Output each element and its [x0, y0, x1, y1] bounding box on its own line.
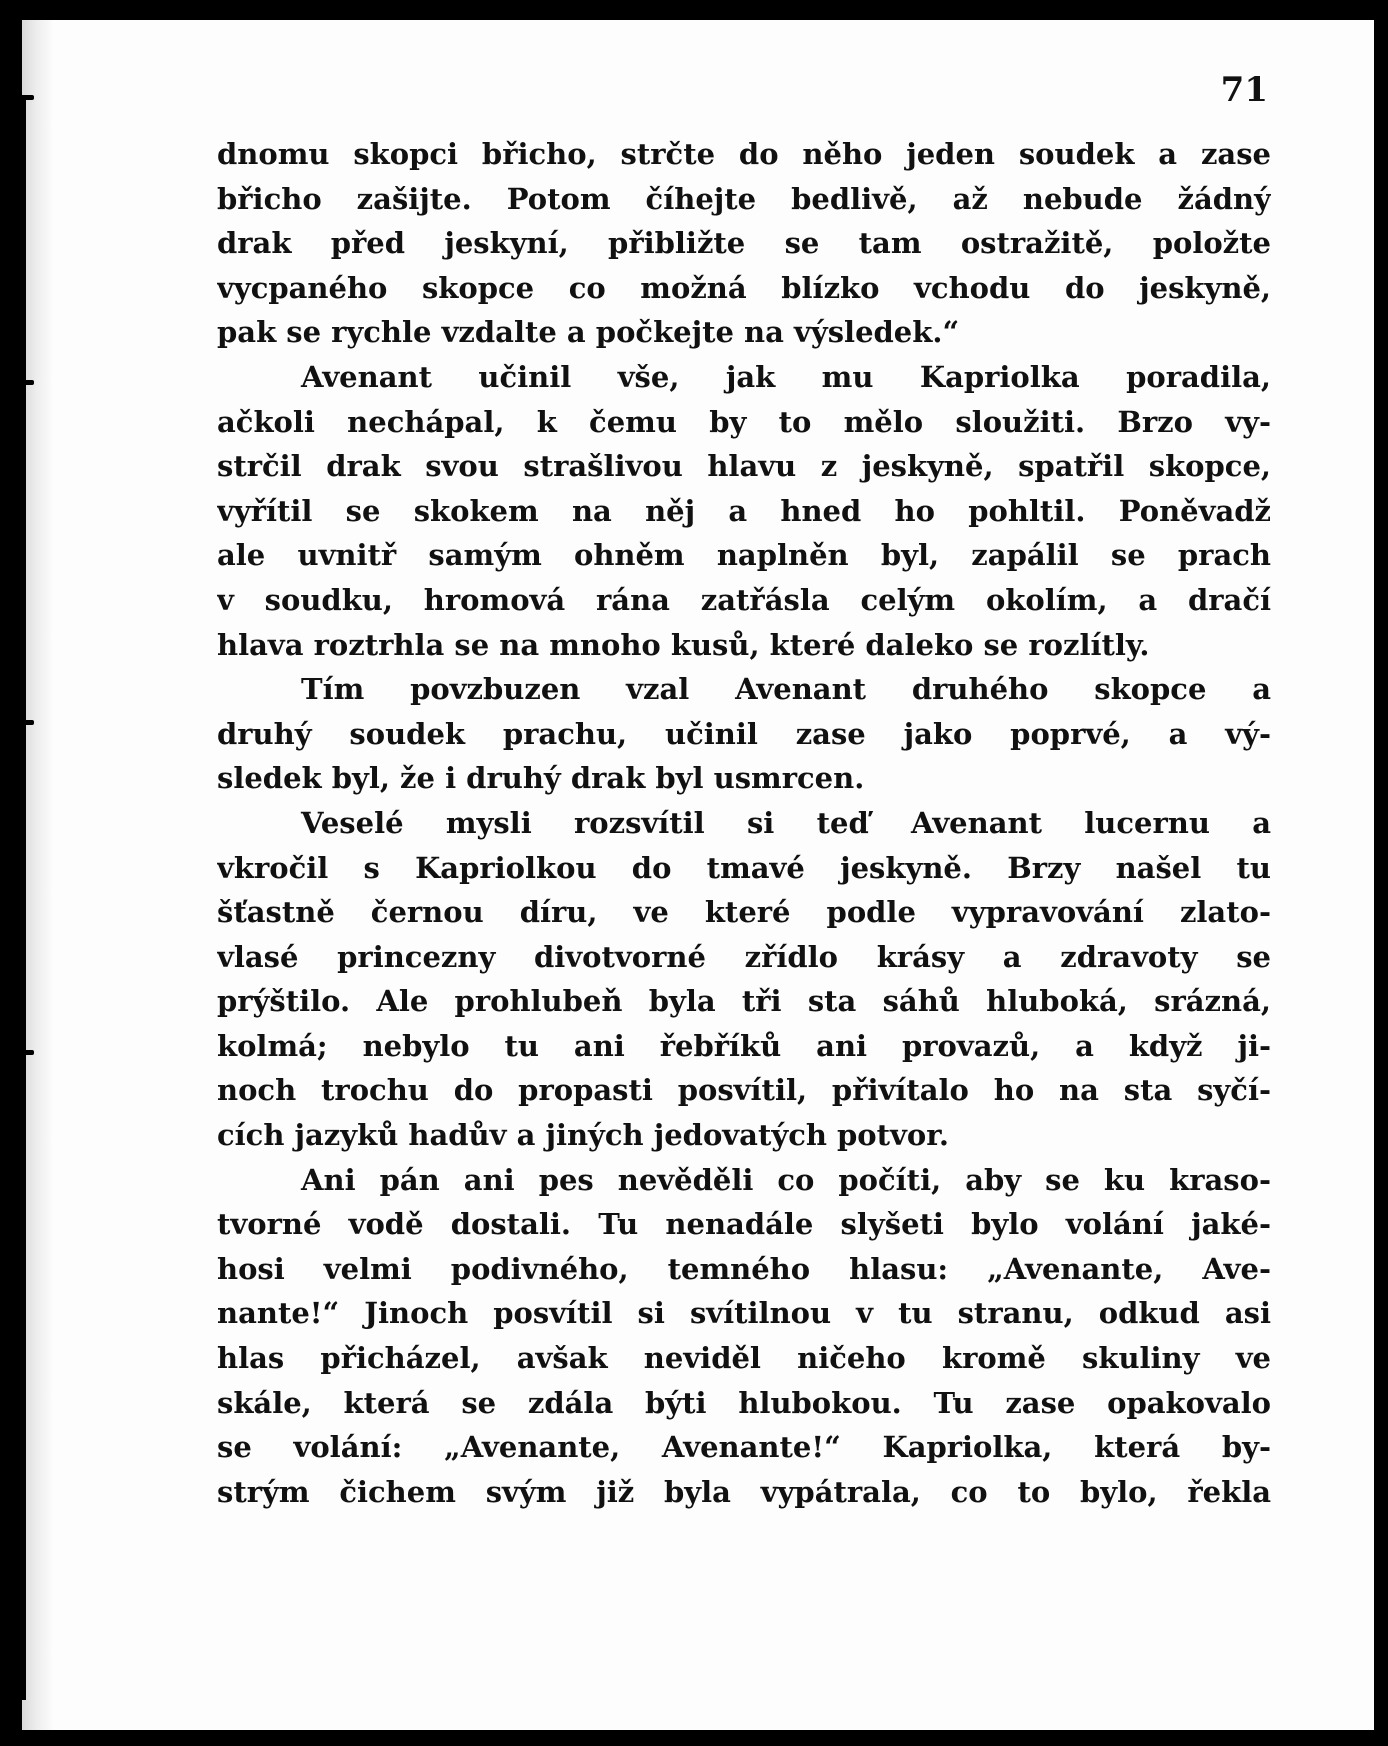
text-line: vycpaného skopce co možná blízko vchodu do jeskyně,	[217, 270, 1271, 305]
text-line: Veselé mysli rozsvítil si teď Avenant lucernu a	[301, 805, 1271, 840]
text-line: vkročil s Kapriolkou do tmavé jeskyně. Brzy našel tu	[217, 850, 1271, 885]
text-line: kolmá; nebylo tu ani řebříků ani provazů, a když ji-	[217, 1028, 1271, 1063]
body-text	[217, 132, 1271, 1514]
text-line: prýštilo. Ale prohlubeň byla tři sta sáhů hluboká, srázná,	[217, 984, 1271, 1019]
text-line: cích jazyků hadův a jiných jedovatých potvor.	[217, 1118, 949, 1153]
text-line: šťastně černou díru, ve které podle vypravování zlato-	[217, 895, 1271, 930]
page-number: 71	[1220, 70, 1268, 110]
text-line: hosi velmi podivného, temného hlasu: „Avenante, Ave-	[217, 1251, 1271, 1286]
text-line: ačkoli nechápal, k čemu by to mělo sloužiti. Brzo vy-	[217, 404, 1271, 439]
text-line: dnomu skopci břicho, strčte do něho jeden soudek a zase	[217, 137, 1271, 171]
binding-stitch	[22, 720, 34, 725]
text-line: vyřítil se skokem na něj a hned ho pohltil. Poněvadž	[217, 493, 1271, 528]
text-line: strým čichem svým již byla vypátrala, co to bylo, řekla	[217, 1474, 1271, 1509]
text-line: se volání: „Avenante, Avenante!“ Kapriolka, která by-	[217, 1430, 1271, 1465]
text-line: drak před jeskyní, přibližte se tam ostražitě, položte	[217, 226, 1271, 261]
text-line: pak se rychle vzdalte a počkejte na výsledek.“	[217, 315, 960, 350]
text-line: hlava roztrhla se na mnoho kusů, které daleko se rozlítly.	[217, 627, 1150, 662]
text-line: strčil drak svou strašlivou hlavu z jeskyně, spatřil skopce,	[217, 449, 1271, 484]
book-page	[22, 20, 1374, 1730]
text-line: noch trochu do propasti posvítil, přivítalo ho na sta syčí-	[217, 1073, 1271, 1108]
binding-stitch	[22, 1050, 34, 1055]
binding-stitch	[22, 95, 34, 100]
text-line: břicho zašijte. Potom číhejte bedlivě, až nebude žádný	[217, 181, 1271, 216]
text-line: nante!“ Jinoch posvítil si svítilnou v tu stranu, odkud asi	[217, 1296, 1271, 1331]
text-line: Tím povzbuzen vzal Avenant druhého skopce a	[301, 672, 1271, 707]
text-line: hlas přicházel, avšak neviděl ničeho kromě skuliny ve	[217, 1341, 1271, 1376]
text-line: vlasé princezny divotvorné zřídlo krásy a zdravoty se	[217, 939, 1271, 974]
text-line: Avenant učinil vše, jak mu Kapriolka poradila,	[301, 359, 1271, 394]
text-line: ale uvnitř samým ohněm naplněn byl, zapálil se prach	[217, 538, 1271, 573]
text-line: skále, která se zdála býti hlubokou. Tu zase opakovalo	[217, 1385, 1271, 1420]
text-line: druhý soudek prachu, učinil zase jako poprvé, a vý-	[217, 716, 1271, 751]
text-line: sledek byl, že i druhý drak byl usmrcen.	[217, 761, 865, 796]
text-line: v soudku, hromová rána zatřásla celým okolím, a dračí	[217, 582, 1271, 617]
binding-thread	[22, 100, 26, 1700]
text-line: Ani pán ani pes nevěděli co počíti, aby se ku kraso-	[301, 1162, 1271, 1197]
text-line: tvorné vodě dostali. Tu nenadále slyšeti bylo volání jaké-	[217, 1207, 1271, 1242]
binding-stitch	[22, 380, 34, 385]
binding-edge	[22, 20, 52, 1730]
